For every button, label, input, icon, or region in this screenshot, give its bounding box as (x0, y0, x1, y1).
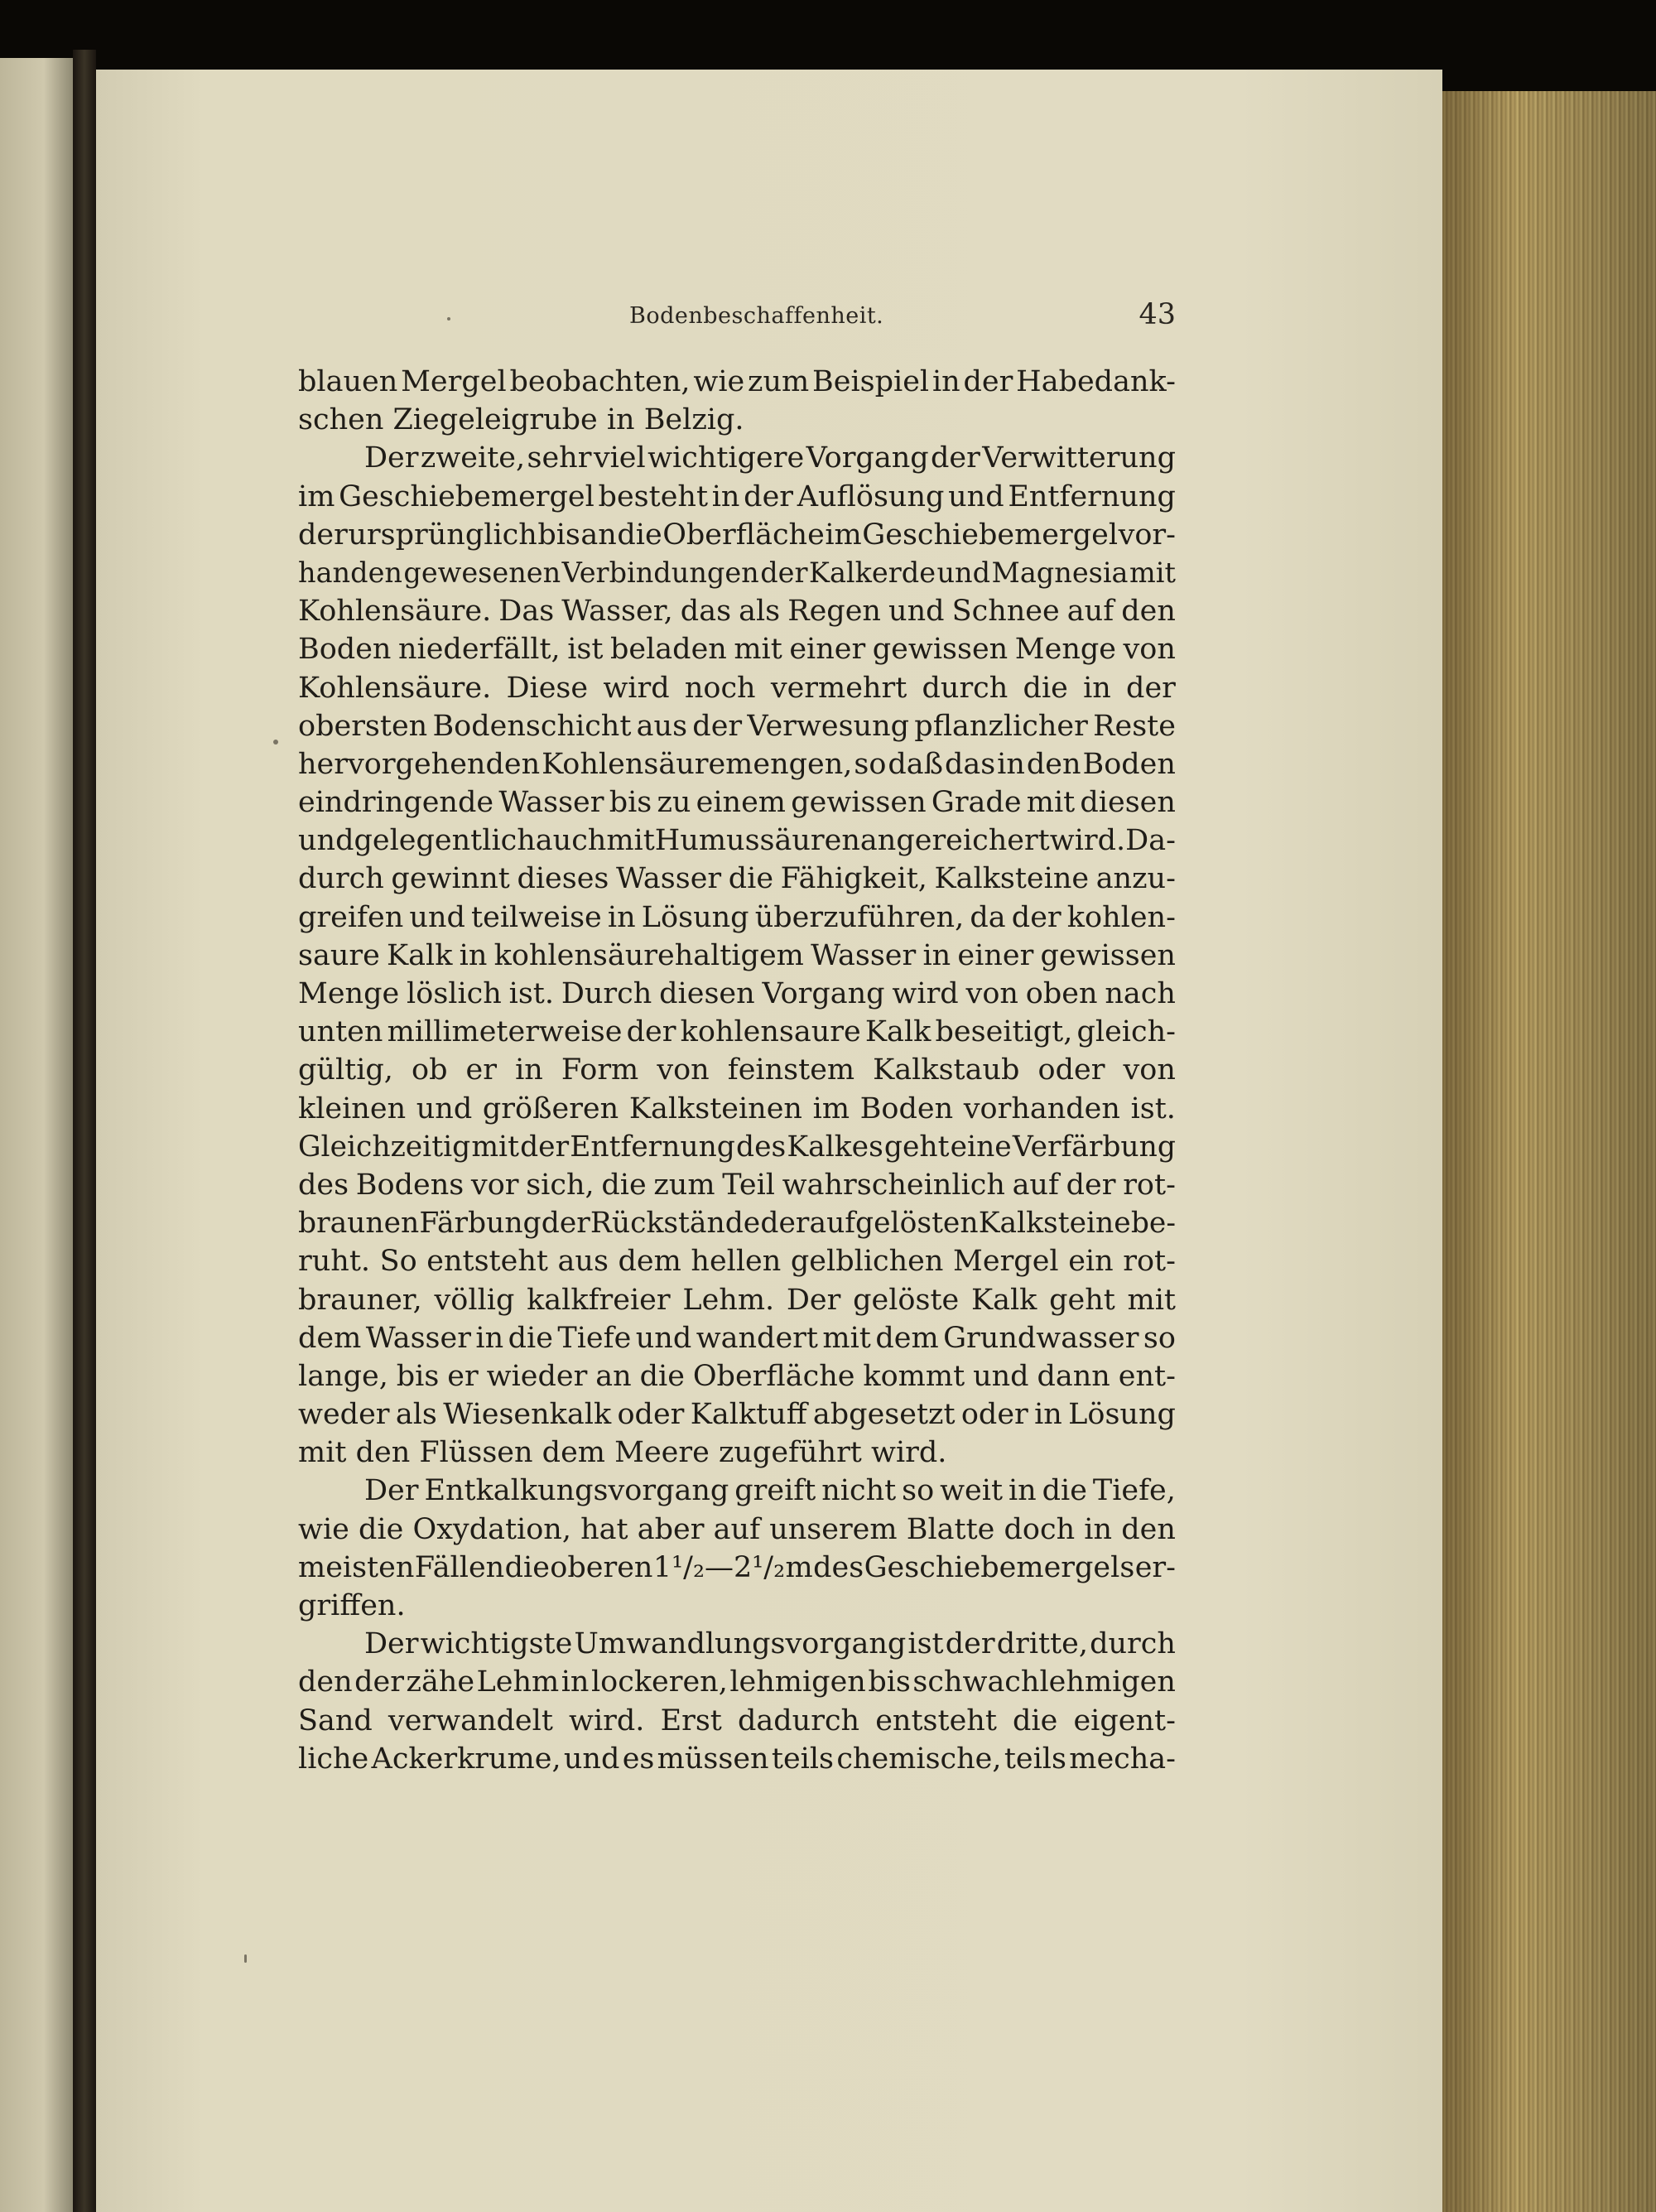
running-head: Bodenbeschaffenheit. (629, 303, 884, 329)
page-number: 43 (1138, 298, 1176, 331)
text-line: Boden niederfällt, ist beladen mit einer gewissen Menge von (298, 633, 1176, 667)
text-line: den der zähe Lehm in lockeren, lehmigen bis schwachlehmigen (298, 1665, 1176, 1699)
text-line: kleinen und größeren Kalksteinen im Boden vorhanden ist. (298, 1092, 1176, 1125)
text-line: braunen Färbung der Rückstände der aufgelösten Kalksteine be- (298, 1207, 1176, 1241)
text-line: hervorgehenden Kohlensäuremengen, so daß das in den Boden (298, 747, 1176, 781)
text-line: greifen und teilweise in Lösung überzuführen, da der kohlen- (298, 900, 1176, 934)
text-line: lange, bis er wieder an die Oberfläche kommt und dann ent- (298, 1359, 1176, 1393)
text-line: und gelegentlich auch mit Humussäuren angereichert wird. Da- (298, 824, 1176, 858)
text-line: weder als Wiesenkalk oder Kalktuff abgesetzt oder in Lösung (298, 1398, 1176, 1432)
paper-speck (244, 1954, 247, 1963)
paper-speck (447, 317, 450, 320)
text-line: brauner, völlig kalkfreier Lehm. Der gelöste Kalk geht mit (298, 1283, 1176, 1317)
text-line: Der zweite, sehr viel wichtigere Vorgang der Verwitterung (364, 441, 1176, 475)
facing-page-edge (0, 58, 73, 2212)
text-line: des Bodens vor sich, die zum Teil wahrscheinlich auf der rot- (298, 1168, 1176, 1202)
text-line: wie die Oxydation, hat aber auf unserem Blatte doch in den (298, 1512, 1176, 1546)
text-line: unten millimeterweise der kohlensaure Kalk beseitigt, gleich- (298, 1015, 1176, 1049)
text-line: mit den Flüssen dem Meere zugeführt wird. (298, 1436, 947, 1470)
text-line: blauen Mergel beobachten, wie zum Beispiel in der Habedank- (298, 365, 1176, 398)
text-line: der ursprünglich bis an die Oberfläche im Geschiebemergel vor- (298, 518, 1176, 552)
paper-speck (273, 740, 278, 745)
body-text (298, 363, 1176, 1778)
text-line: meisten Fällen die oberen 1¹/₂—2¹/₂ m des Geschiebemergels er- (298, 1550, 1176, 1584)
text-line: durch gewinnt dieses Wasser die Fähigkeit, Kalksteine anzu- (298, 862, 1176, 896)
text-line: Sand verwandelt wird. Erst dadurch entsteht die eigent- (298, 1704, 1176, 1737)
text-line: Menge löslich ist. Durch diesen Vorgang wird von oben nach (298, 977, 1176, 1010)
text-line: gültig, ob er in Form von feinstem Kalkstaub oder von (298, 1053, 1176, 1087)
book-gutter (73, 50, 96, 2212)
text-line: dem Wasser in die Tiefe und wandert mit dem Grundwasser so (298, 1321, 1176, 1355)
text-line: Kohlensäure. Diese wird noch vermehrt durch die in der (298, 671, 1176, 705)
text-line: handen gewesenen Verbindungen der Kalkerde und Magnesia mit (298, 556, 1176, 589)
text-line: obersten Bodenschicht aus der Verwesung pflanzlicher Reste (298, 709, 1176, 743)
text-line: schen Ziegeleigrube in Belzig. (298, 403, 744, 437)
page-header (298, 298, 1176, 340)
text-line: ruht. So entsteht aus dem hellen gelblichen Mergel ein rot- (298, 1245, 1176, 1279)
text-line: Der Entkalkungsvorgang greift nicht so weit in die Tiefe, (364, 1474, 1176, 1508)
text-line: griffen. (298, 1589, 406, 1622)
text-line: liche Ackerkrume, und es müssen teils chemische, teils mecha- (298, 1742, 1176, 1776)
page-block-shade (1442, 91, 1656, 2212)
text-line: eindringende Wasser bis zu einem gewissen Grade mit diesen (298, 786, 1176, 820)
text-line: im Geschiebemergel besteht in der Auflösung und Entfernung (298, 480, 1176, 513)
text-line: Kohlensäure. Das Wasser, das als Regen und Schnee auf den (298, 595, 1176, 629)
text-line: Der wichtigste Umwandlungsvorgang ist der dritte, durch (364, 1627, 1176, 1661)
text-line: saure Kalk in kohlensäurehaltigem Wasser in einer gewissen (298, 938, 1176, 972)
text-line: Gleichzeitig mit der Entfernung des Kalkes geht eine Verfärbung (298, 1130, 1176, 1164)
